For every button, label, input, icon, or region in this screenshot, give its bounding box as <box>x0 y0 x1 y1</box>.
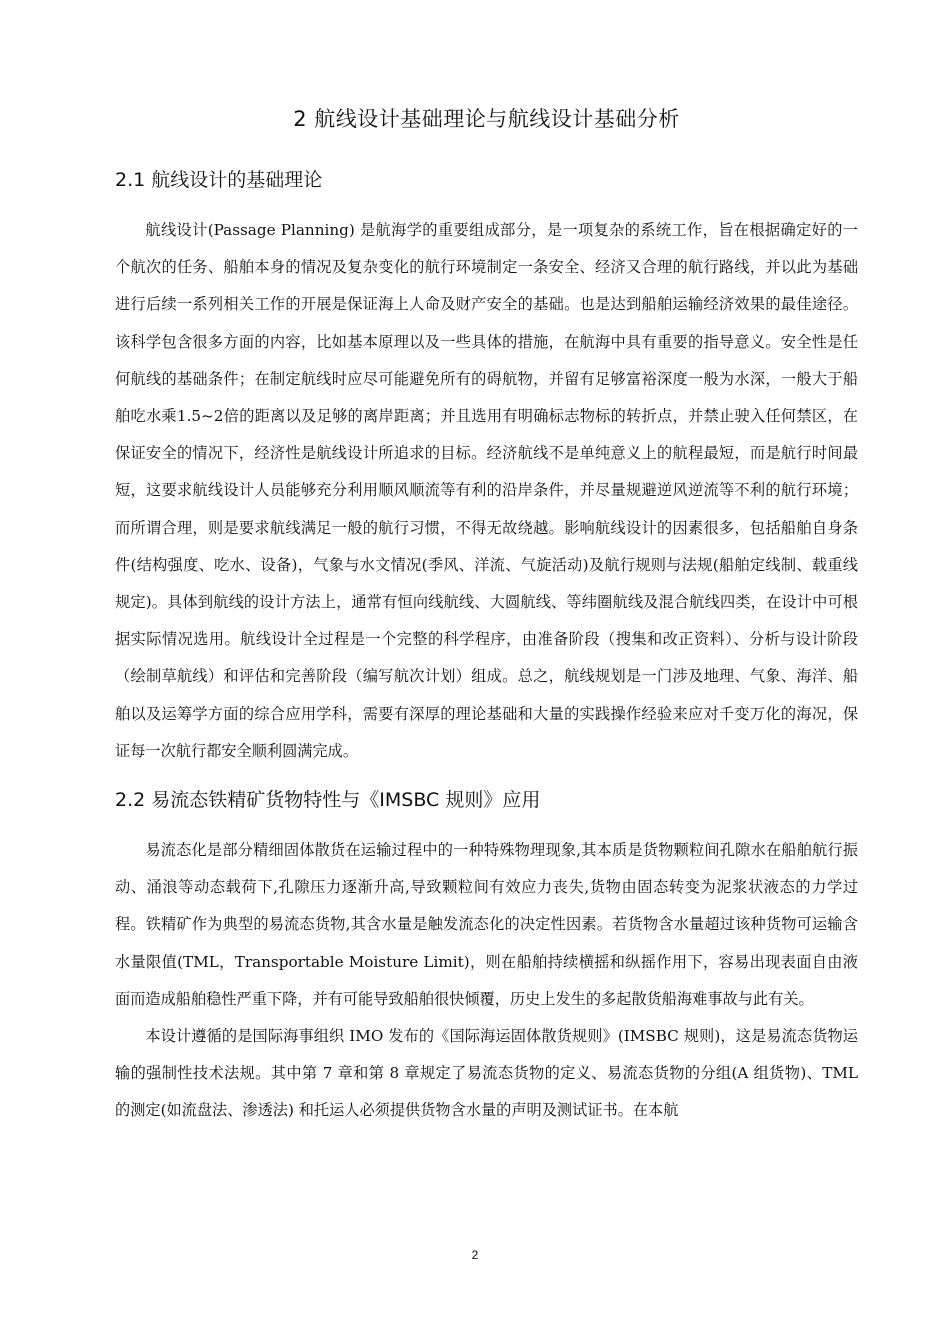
chapter-title: 2 航线设计基础理论与航线设计基础分析 <box>293 107 680 131</box>
page-number: 2 <box>471 1248 479 1262</box>
section-2-1-paragraph: 航线设计(Passage Planning) 是航海学的重要组成部分，是一项复杂的系统工作，旨在根据确定好的一个航次的任务、船舶本身的情况及复杂变化的航行环境制定一条安全、经济又合理的航行路线，并以此为基础进行后续一系列相关工作的开展是保证海上人命及财产安全的基础。也是达到船舶运输经济效果的最佳途径。该科学包含很多方面的内容，比如基本原理以及一些具体的措施，在航海中具有重要的指导意义。安全性是任何航线的基础条件；在制定航线时应尽可能避免所有的碍航物，并留有足够富裕深度一般为水深，一般大于船舶吃水乘1.5~2倍的距离以及足够的离岸距离；并且选用有明确标志物标的转折点，并禁止驶入任何禁区，在保证安全的情况下，经济性是航线设计所追求的目标。经济航线不是单纯意义上的航程最短，而是航行时间最短，这要求航线设计人员能够充分利用顺风顺流等有利的沿岸条件，并尽量规避逆风逆流等不利的航行环境；而所谓合理，则是要求航线满足一般的航行习惯，不得无故绕越。影响航线设计的因素很多，包括船舶自身条件(结构强度、吃水、设备)，气象与水文情况(季风、洋流、气旋活动)及航行规则与法规(船舶定线制、载重线规定)。具体到航线的设计方法上，通常有恒向线航线、大圆航线、等纬圈航线及混合航线四类，在设计中可根据实际情况选用。航线设计全过程是一个完整的科学程序，由准备阶段（搜集和改正资料）、分析与设计阶段（绘制草航线）和评估和完善阶段（编写航次计划）组成。总之，航线规划是一门涉及地理、气象、海洋、船舶以及运筹学方面的综合应用学科，需要有深厚的理论基础和大量的实践操作经验来应对千变万化的海况，保证每一次航行都安全顺利圆满完成。 <box>115 221 858 760</box>
section-2-2-paragraph-2: 本设计遵循的是国际海事组织 IMO 发布的《国际海运固体散货规则》(IMSBC 规则)，这是易流态货物运输的强制性技术法规。其中第 7 章和第 8 章规定了易流态货物的定义、易流态货物的分组(A 组货物)、TML 的测定(如流盘法、渗透法) 和托运人必须提供货物含水量的声明及测试证书。在本航 <box>115 1027 858 1120</box>
section-2-2-paragraph-1: 易流态化是部分精细固体散货在运输过程中的一种特殊物理现象,其本质是货物颗粒间孔隙水在船舶航行振动、涌浪等动态载荷下,孔隙压力逐渐升高,导致颗粒间有效应力丧失,货物由固态转变为泥浆状液态的力学过程。铁精矿作为典型的易流态货物,其含水量是触发流态化的决定性因素。若货物含水量超过该种货物可运输含水量限值(TML，Transportable Moisture Limit)，则在船舶持续横摇和纵摇作用下，容易出现表面自由液面而造成船舶稳性严重下降，并有可能导致船舶很快倾覆，历史上发生的多起散货船海难事故与此有关。 <box>115 841 858 1008</box>
section-heading-2-2: 2.2 易流态铁精矿货物特性与《IMSBC 规则》应用 <box>115 789 541 812</box>
section-heading-2-1: 2.1 航线设计的基础理论 <box>115 169 323 191</box>
